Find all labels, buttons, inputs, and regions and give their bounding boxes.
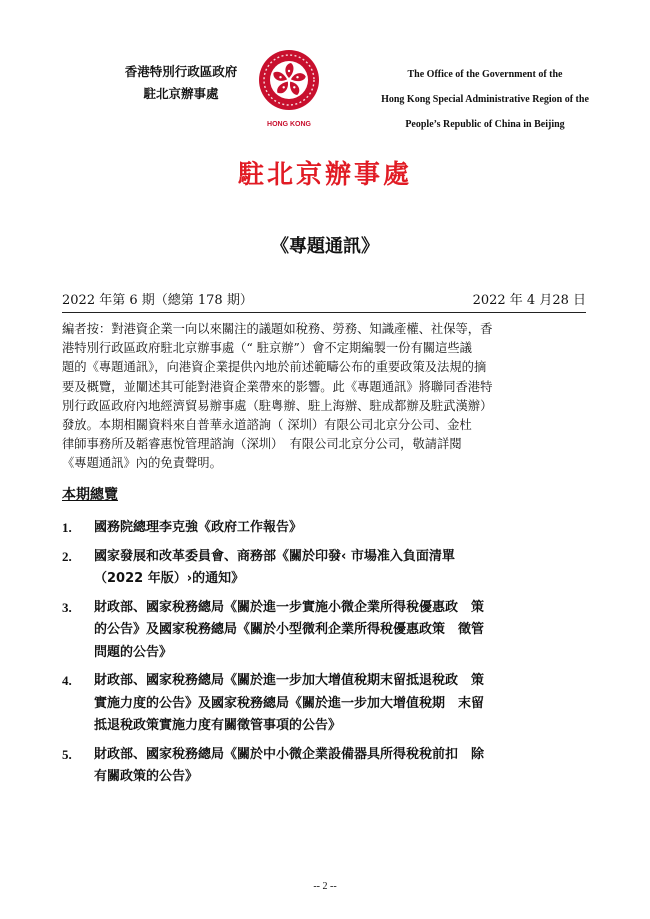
editor-note-line: 別行政區政府內地經濟貿易辦事處（駐粵辦、駐上海辦、駐成都辦及駐武漢辦） [62, 398, 493, 413]
toc-item-number: 3. [62, 599, 72, 615]
toc-item-line: 國務院總理李克強《政府工作報告》 [94, 520, 303, 535]
editor-note-line: 編者按：對港資企業一向以來關注的議題如稅務、勞務、知識產權、社保等，香 [62, 322, 493, 336]
toc-item [62, 670, 592, 738]
toc-item-line: 國家發展和改革委員會、商務部《關於印發‹ 市場准入負面清單 [94, 548, 455, 564]
toc-item-number: 4. [62, 673, 72, 688]
header-english-name [350, 62, 620, 137]
toc-list [62, 517, 592, 789]
editor-note-line: 發放。本期相關資料來自普華永道諮詢（ 深圳）有限公司北京分公司、金杜 [62, 418, 472, 433]
toc-item [62, 597, 592, 665]
editor-note-line: 題的《專題通訊》，向港資企業提供內地於前述範疇公布的重要政策及法規的摘 [62, 360, 487, 375]
toc-item-line: 抵退稅政策實施力度有關徵管事項的公告》 [94, 718, 342, 733]
header-chinese-line: 香港特別行政區政府 [124, 64, 238, 79]
toc-item-line: 的公告》及國家稅務總局《關於小型微利企業所得稅優惠政策 徵管 [94, 622, 485, 637]
toc-item-line: 問題的公告》 [94, 644, 173, 660]
document-title: 《專題通訊》 [271, 236, 379, 257]
editor-note-line: 港特別行政區政府駐北京辦事處（“ 駐京辦”）會不定期編製一份有關這些議 [62, 341, 472, 356]
toc-item-line: 有關政策的公告》 [94, 769, 199, 784]
divider [62, 312, 586, 313]
header-english-line: Hong Kong Special Administrative Region of the [381, 94, 589, 105]
toc-item-line: 財政部、國家稅務總局《關於進一步實施小微企業所得稅優惠政 策 [94, 599, 485, 615]
section-heading: 本期總覽 [62, 487, 118, 503]
toc-item-line: 財政部、國家稅務總局《關於進一步加大增值稅期末留抵退稅政 策 [94, 673, 485, 688]
toc-item-line: 實施力度的公告》及國家稅務總局《關於進一步加大增值稅期 末留 [94, 695, 485, 711]
toc-item [62, 546, 592, 591]
editor-note [62, 320, 586, 474]
header-chinese-name [106, 62, 256, 104]
toc-item-line: 財政部、國家稅務總局《關於中小微企業設備器具所得稅稅前扣 除 [94, 746, 485, 762]
toc-item [62, 517, 592, 540]
svg-text:HONG KONG: HONG KONG [267, 121, 311, 128]
page-number: -- 2 -- [313, 881, 337, 892]
toc-item-line: （2022 年版）›的通知》 [94, 571, 245, 586]
toc-item [62, 744, 592, 789]
issue-number: 2022 年第 6 期（總第 178 期） [62, 293, 253, 308]
header-english-line: The Office of the Government of the [407, 69, 563, 80]
office-title: 駐北京辦事處 [237, 160, 412, 190]
editor-note-line: 要及概覽，並闡述其可能對港資企業帶來的影響。此《專題通訊》將聯同香港特 [62, 379, 493, 394]
hksar-regional-emblem-icon [257, 48, 321, 134]
editor-note-line: 《專題通訊》內的免責聲明。 [62, 456, 222, 471]
editor-note-line: 律師事務所及韜睿惠悅管理諮詢（深圳） 有限公司北京分公司，敬請詳閱 [62, 437, 462, 452]
toc-item-number: 5. [62, 746, 72, 762]
issue-date: 2022 年 4 月28 日 [472, 293, 586, 308]
header-english-line: People’s Republic of China in Beijing [405, 119, 565, 130]
toc-item-number: 2. [62, 548, 72, 564]
header-chinese-line: 駐北京辦事處 [143, 86, 219, 101]
toc-item-number: 1. [62, 520, 72, 535]
